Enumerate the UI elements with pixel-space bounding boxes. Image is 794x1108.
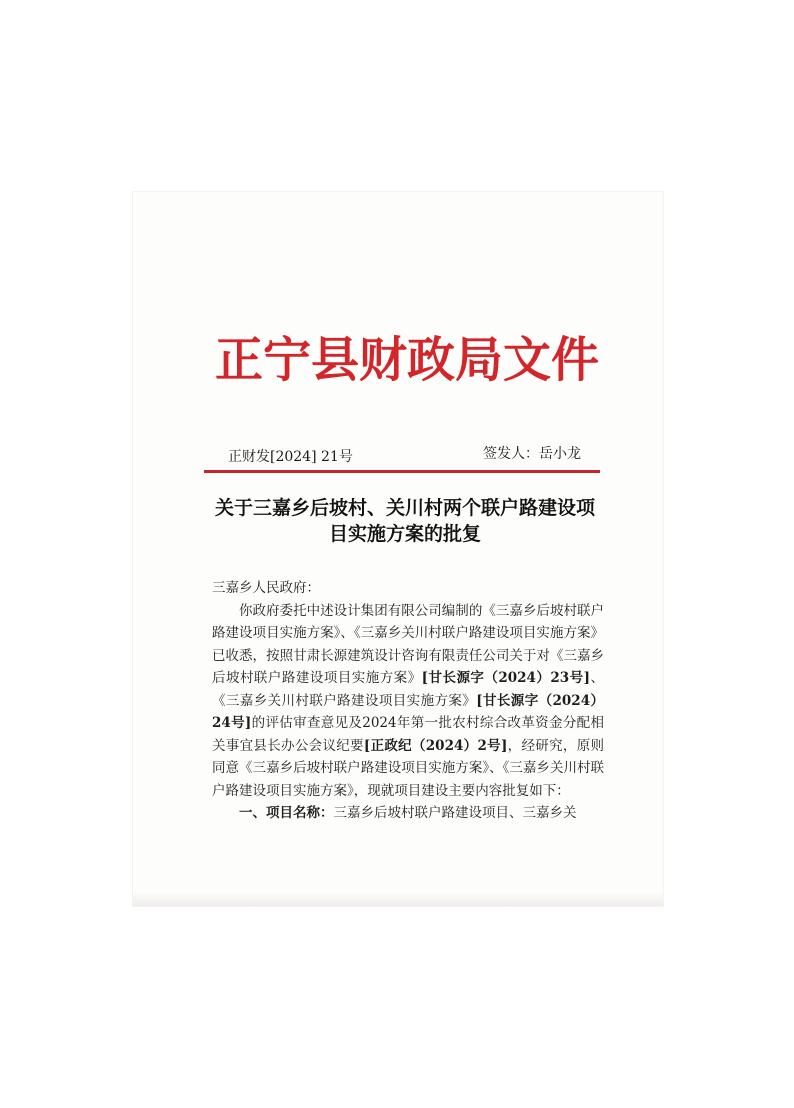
salutation: 三嘉乡人民政府： xyxy=(212,580,320,596)
item-1-text: 三嘉乡后坡村联户路建设项目、三嘉乡关 xyxy=(333,805,577,821)
document-signer: 签发人：岳小龙 xyxy=(483,446,581,462)
document-title xyxy=(200,495,610,547)
reference-3: [正政纪（2024）2号] xyxy=(363,737,508,754)
reference-1: [甘长源字（2024）23号] xyxy=(421,670,591,686)
body-paragraph xyxy=(212,600,604,803)
body-text-part-4: ，经研究，原则同意《三嘉乡后坡村联户路建设项目实施方案》、《三嘉乡关川村联户路建设项目实施方案》，现就项目建设主要内容批复如下： xyxy=(212,737,605,799)
item-1 xyxy=(212,802,604,825)
document-number: 正财发[2024] 21号 xyxy=(228,449,353,465)
item-1-label: 一、项目名称： xyxy=(239,805,334,821)
reference-2: [甘长源字（2024）24号] xyxy=(212,692,604,731)
body-text-part-3: 的评估审查意见及2024年第一批农村综合改革资金分配相关事宜县长办公会议纪要 xyxy=(212,715,604,754)
body-text-part-1: 你政府委托中述设计集团有限公司编制的《三嘉乡后坡村联户路建设项目实施方案》、《三嘉乡关川村联户路建设项目实施方案》已收悉，按照甘肃长源建筑设计咨询有限责任公司关于对《三嘉乡后坡村联户路建设项目实施方案》 xyxy=(212,602,604,686)
scan-edge xyxy=(133,892,663,906)
document-masthead: 正宁县财政局文件 xyxy=(215,332,600,388)
body-text-part-2: 、《三嘉乡关川村联户路建设项目实施方案》 xyxy=(212,670,605,709)
document-title-line-2: 目实施方案的批复 xyxy=(328,523,481,545)
red-divider-line xyxy=(204,470,600,473)
document-body xyxy=(212,577,604,825)
document-title-line-1: 关于三嘉乡后坡村、关川村两个联户路建设项 xyxy=(214,497,595,519)
